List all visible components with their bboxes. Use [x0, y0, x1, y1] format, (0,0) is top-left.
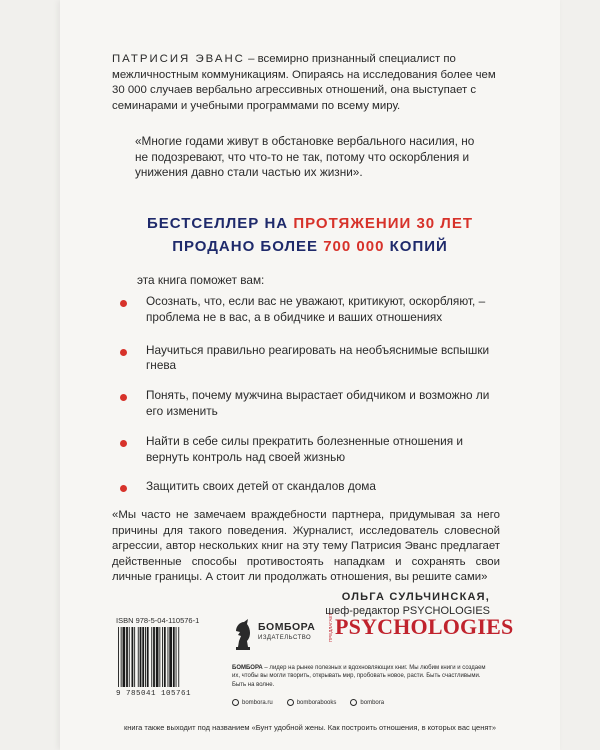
- publisher-logo: [232, 613, 322, 663]
- isbn-text: ISBN 978-5-04-110576-1: [116, 616, 200, 625]
- benefits-lead: эта книга поможет вам:: [137, 273, 265, 287]
- benefit-item: Осознать, что, если вас не уважают, критикуют, оскорбляют, – проблема не в вас, а в обидчике и ваших отношениях: [118, 294, 498, 326]
- editor-review: «Мы часто не замечаем враждебности партнера, придумывая за него причины для такого поведения. Журналист, исследователь словесной агрессии, автор нескольких книг на эту тему Патрисия Эванс предлагает действенные способы противостоять нападкам и сохранять свои личные границы. А стоит ли продолжать отношения, вы решите сами»: [112, 509, 500, 584]
- publisher-name: БОМБОРА: [258, 621, 316, 633]
- benefit-item: Защитить своих детей от скандалов дома: [118, 479, 498, 495]
- barcode-number: 9 785041 105761: [116, 690, 192, 698]
- publisher-about: БОМБОРА – лидер на рынке полезных и вдохновляющих книг. Мы любим книги и создаем их, чтобы вы могли творить, открывать мир, пробовать новое, расти. Быть счастливыми. Быть на волне.: [232, 665, 486, 688]
- chess-knight-icon: [232, 613, 254, 651]
- benefit-item: Научиться правильно реагировать на необъяснимые вспышки гнева: [118, 343, 498, 375]
- benefit-item: Понять, почему мужчина вырастает обидчиком и возможно ли его изменить: [118, 388, 498, 420]
- publisher-sub: ИЗДАТЕЛЬСТВО: [258, 635, 312, 641]
- author-name: ПАТРИСИЯ ЭВАНС: [112, 53, 245, 65]
- publisher-contacts: [232, 699, 502, 706]
- author-intro-text: – всемирно признанный специалист по межличностным коммуникациям. Опираясь на исследования более чем 30 000 случаев вербально агрессивных отношений, она выступает с семинарами и учебными программами по всему миру.: [112, 53, 496, 112]
- psychologies-logo: [328, 612, 514, 644]
- bullet-dot-icon: [120, 440, 127, 447]
- psychologies-wordmark: PSYCHOLOGIES: [335, 614, 514, 639]
- headline: [100, 212, 520, 258]
- contact-vk: bomborabooks: [287, 699, 337, 706]
- barcode-icon: [116, 627, 214, 689]
- vk-icon: [287, 699, 294, 706]
- bullet-dot-icon: [120, 485, 127, 492]
- benefit-item: Найти в себе силы прекратить болезненные отношения и вернуть контроль над своей жизнью: [118, 434, 498, 466]
- reviewer-name: ОЛЬГА СУЛЬЧИНСКАЯ,: [341, 591, 490, 603]
- benefits-list: [118, 294, 498, 495]
- instagram-icon: [350, 699, 357, 706]
- bullet-dot-icon: [120, 300, 127, 307]
- author-intro: [112, 52, 502, 114]
- alternate-title-note: книга также выходит под названием «Бунт удобной жены. Как построить отношения, в которых вас ценят»: [123, 723, 497, 732]
- reviewer-role: шеф-редактор PSYCHOLOGIES: [325, 605, 490, 617]
- author-quote: «Многие годами живут в обстановке вербального насилия, но не подозревают, что что-то не так, потому что оскорбления и унижения давно стали частью их жизни».: [135, 134, 475, 180]
- psychologies-side-text: ПРЕДЛАГАЕТ: [328, 612, 333, 642]
- headline-line-1: БЕСТСЕЛЛЕР НА ПРОТЯЖЕНИИ 30 ЛЕТ: [147, 215, 473, 232]
- bullet-dot-icon: [120, 394, 127, 401]
- contact-instagram: bombora: [350, 699, 384, 706]
- globe-icon: [232, 699, 239, 706]
- bullet-dot-icon: [120, 349, 127, 356]
- headline-line-2: ПРОДАНО БОЛЕЕ 700 000 КОПИЙ: [172, 238, 448, 255]
- isbn-barcode: [116, 616, 216, 708]
- contact-website: bombora.ru: [232, 699, 273, 706]
